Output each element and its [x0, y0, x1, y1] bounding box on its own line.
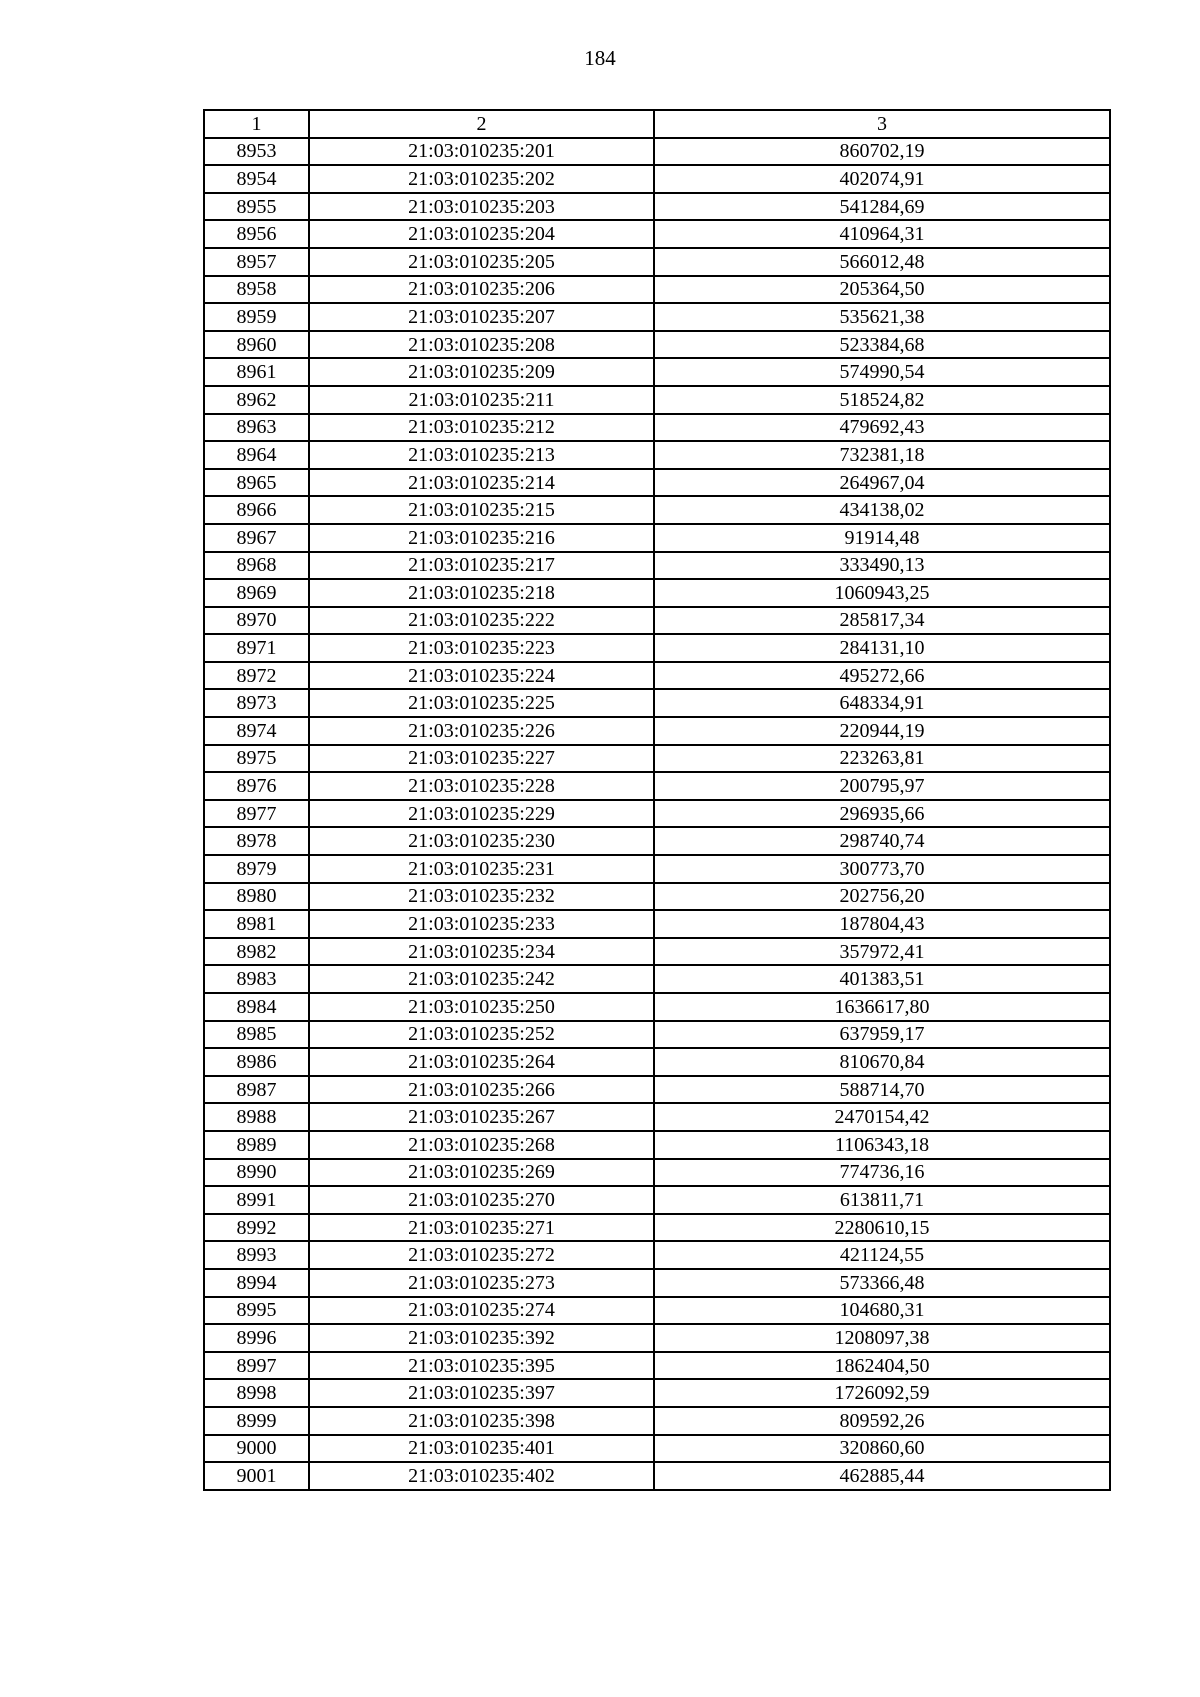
cadastral-number-cell: 21:03:010235:216	[309, 524, 654, 552]
cadastral-number-cell: 21:03:010235:401	[309, 1435, 654, 1463]
row-number-cell: 8992	[204, 1214, 309, 1242]
row-number-cell: 8990	[204, 1159, 309, 1187]
value-cell: 202756,20	[654, 883, 1110, 911]
table-row	[204, 800, 1110, 828]
row-number-cell: 8993	[204, 1241, 309, 1269]
cadastral-number-cell: 21:03:010235:214	[309, 469, 654, 497]
cadastral-number-cell: 21:03:010235:215	[309, 496, 654, 524]
cadastral-number-cell: 21:03:010235:228	[309, 772, 654, 800]
value-cell: 298740,74	[654, 827, 1110, 855]
table-row	[204, 303, 1110, 331]
value-cell: 1208097,38	[654, 1324, 1110, 1352]
table-row	[204, 1297, 1110, 1325]
row-number-cell: 8955	[204, 193, 309, 221]
value-cell: 220944,19	[654, 717, 1110, 745]
cadastral-number-cell: 21:03:010235:217	[309, 552, 654, 580]
table-row	[204, 1076, 1110, 1104]
table-row	[204, 1269, 1110, 1297]
value-cell: 333490,13	[654, 552, 1110, 580]
cadastral-number-cell: 21:03:010235:205	[309, 248, 654, 276]
value-cell: 296935,66	[654, 800, 1110, 828]
cadastral-number-cell: 21:03:010235:398	[309, 1407, 654, 1435]
row-number-cell: 8971	[204, 634, 309, 662]
row-number-cell: 8985	[204, 1021, 309, 1049]
value-cell: 357972,41	[654, 938, 1110, 966]
table-header	[204, 110, 1110, 138]
table-row	[204, 827, 1110, 855]
row-number-cell: 9001	[204, 1462, 309, 1490]
value-cell: 300773,70	[654, 855, 1110, 883]
table-row	[204, 1131, 1110, 1159]
value-cell: 91914,48	[654, 524, 1110, 552]
row-number-cell: 8962	[204, 386, 309, 414]
value-cell: 205364,50	[654, 276, 1110, 304]
table-row	[204, 883, 1110, 911]
cadastral-number-cell: 21:03:010235:226	[309, 717, 654, 745]
table-row	[204, 1379, 1110, 1407]
cadastral-number-cell: 21:03:010235:231	[309, 855, 654, 883]
row-number-cell: 8964	[204, 441, 309, 469]
row-number-cell: 8954	[204, 165, 309, 193]
value-cell: 284131,10	[654, 634, 1110, 662]
value-cell: 774736,16	[654, 1159, 1110, 1187]
cadastral-number-cell: 21:03:010235:270	[309, 1186, 654, 1214]
table-row	[204, 1241, 1110, 1269]
row-number-cell: 8958	[204, 276, 309, 304]
cadastral-number-cell: 21:03:010235:397	[309, 1379, 654, 1407]
cadastral-number-cell: 21:03:010235:267	[309, 1103, 654, 1131]
row-number-cell: 8996	[204, 1324, 309, 1352]
table-row	[204, 331, 1110, 359]
table-row	[204, 248, 1110, 276]
row-number-cell: 8959	[204, 303, 309, 331]
value-cell: 2470154,42	[654, 1103, 1110, 1131]
table-row	[204, 386, 1110, 414]
cadastral-number-cell: 21:03:010235:224	[309, 662, 654, 690]
cadastral-number-cell: 21:03:010235:402	[309, 1462, 654, 1490]
row-number-cell: 8999	[204, 1407, 309, 1435]
row-number-cell: 8967	[204, 524, 309, 552]
cadastral-number-cell: 21:03:010235:202	[309, 165, 654, 193]
table-row	[204, 276, 1110, 304]
table-row	[204, 938, 1110, 966]
cadastral-number-cell: 21:03:010235:233	[309, 910, 654, 938]
value-cell: 541284,69	[654, 193, 1110, 221]
table-row	[204, 414, 1110, 442]
table-row	[204, 165, 1110, 193]
value-cell: 1106343,18	[654, 1131, 1110, 1159]
value-cell: 402074,91	[654, 165, 1110, 193]
value-cell: 410964,31	[654, 220, 1110, 248]
cadastral-number-cell: 21:03:010235:272	[309, 1241, 654, 1269]
table-row	[204, 689, 1110, 717]
cadastral-number-cell: 21:03:010235:204	[309, 220, 654, 248]
cadastral-number-cell: 21:03:010235:271	[309, 1214, 654, 1242]
table-row	[204, 1462, 1110, 1490]
row-number-cell: 8976	[204, 772, 309, 800]
value-cell: 462885,44	[654, 1462, 1110, 1490]
cadastral-number-cell: 21:03:010235:203	[309, 193, 654, 221]
row-number-cell: 8957	[204, 248, 309, 276]
row-number-cell: 8987	[204, 1076, 309, 1104]
table-row	[204, 469, 1110, 497]
table-row	[204, 524, 1110, 552]
row-number-cell: 8977	[204, 800, 309, 828]
value-cell: 637959,17	[654, 1021, 1110, 1049]
value-cell: 588714,70	[654, 1076, 1110, 1104]
row-number-cell: 8984	[204, 993, 309, 1021]
value-cell: 573366,48	[654, 1269, 1110, 1297]
table-row	[204, 855, 1110, 883]
row-number-cell: 8963	[204, 414, 309, 442]
value-cell: 421124,55	[654, 1241, 1110, 1269]
table-row	[204, 910, 1110, 938]
table-row	[204, 993, 1110, 1021]
row-number-cell: 8975	[204, 745, 309, 773]
cadastral-number-cell: 21:03:010235:201	[309, 138, 654, 166]
cadastral-number-cell: 21:03:010235:392	[309, 1324, 654, 1352]
table-row	[204, 496, 1110, 524]
value-cell: 2280610,15	[654, 1214, 1110, 1242]
cadastral-number-cell: 21:03:010235:264	[309, 1048, 654, 1076]
value-cell: 1636617,80	[654, 993, 1110, 1021]
cadastral-number-cell: 21:03:010235:250	[309, 993, 654, 1021]
table-row	[204, 193, 1110, 221]
table-row	[204, 1048, 1110, 1076]
table-row	[204, 1407, 1110, 1435]
table-row	[204, 717, 1110, 745]
cadastral-number-cell: 21:03:010235:223	[309, 634, 654, 662]
value-cell: 187804,43	[654, 910, 1110, 938]
value-cell: 860702,19	[654, 138, 1110, 166]
cadastral-number-cell: 21:03:010235:395	[309, 1352, 654, 1380]
cadastral-number-cell: 21:03:010235:227	[309, 745, 654, 773]
table-row	[204, 1103, 1110, 1131]
row-number-cell: 8960	[204, 331, 309, 359]
row-number-cell: 8972	[204, 662, 309, 690]
cadastral-number-cell: 21:03:010235:218	[309, 579, 654, 607]
value-cell: 1060943,25	[654, 579, 1110, 607]
value-cell: 285817,34	[654, 607, 1110, 635]
value-cell: 223263,81	[654, 745, 1110, 773]
value-cell: 809592,26	[654, 1407, 1110, 1435]
value-cell: 574990,54	[654, 358, 1110, 386]
row-number-cell: 8979	[204, 855, 309, 883]
value-cell: 104680,31	[654, 1297, 1110, 1325]
cadastral-number-cell: 21:03:010235:222	[309, 607, 654, 635]
table-row	[204, 772, 1110, 800]
row-number-cell: 8968	[204, 552, 309, 580]
row-number-cell: 8956	[204, 220, 309, 248]
row-number-cell: 8982	[204, 938, 309, 966]
value-cell: 732381,18	[654, 441, 1110, 469]
cadastral-number-cell: 21:03:010235:266	[309, 1076, 654, 1104]
value-cell: 535621,38	[654, 303, 1110, 331]
cadastral-number-cell: 21:03:010235:269	[309, 1159, 654, 1187]
row-number-cell: 8970	[204, 607, 309, 635]
value-cell: 320860,60	[654, 1435, 1110, 1463]
value-cell: 518524,82	[654, 386, 1110, 414]
row-number-cell: 8988	[204, 1103, 309, 1131]
table-row	[204, 441, 1110, 469]
table-row	[204, 138, 1110, 166]
cadastral-number-cell: 21:03:010235:242	[309, 965, 654, 993]
table-row	[204, 1324, 1110, 1352]
cadastral-number-cell: 21:03:010235:209	[309, 358, 654, 386]
value-cell: 566012,48	[654, 248, 1110, 276]
row-number-cell: 8978	[204, 827, 309, 855]
value-cell: 648334,91	[654, 689, 1110, 717]
table-row	[204, 634, 1110, 662]
table-row	[204, 220, 1110, 248]
row-number-cell: 8965	[204, 469, 309, 497]
cadastral-number-cell: 21:03:010235:229	[309, 800, 654, 828]
value-cell: 434138,02	[654, 496, 1110, 524]
value-cell: 479692,43	[654, 414, 1110, 442]
cadastral-number-cell: 21:03:010235:213	[309, 441, 654, 469]
row-number-cell: 8986	[204, 1048, 309, 1076]
row-number-cell: 8961	[204, 358, 309, 386]
cadastral-number-cell: 21:03:010235:268	[309, 1131, 654, 1159]
table-row	[204, 1352, 1110, 1380]
table-body	[204, 138, 1110, 1490]
cadastral-number-cell: 21:03:010235:234	[309, 938, 654, 966]
page-number: 184	[584, 46, 616, 70]
row-number-cell: 8953	[204, 138, 309, 166]
value-cell: 613811,71	[654, 1186, 1110, 1214]
row-number-cell: 8989	[204, 1131, 309, 1159]
header-row	[204, 110, 1110, 138]
value-cell: 495272,66	[654, 662, 1110, 690]
column-header-1: 1	[204, 110, 309, 138]
table-row	[204, 607, 1110, 635]
value-cell: 810670,84	[654, 1048, 1110, 1076]
cadastral-number-cell: 21:03:010235:273	[309, 1269, 654, 1297]
table-row	[204, 965, 1110, 993]
table-row	[204, 1021, 1110, 1049]
table-row	[204, 358, 1110, 386]
table-row	[204, 1159, 1110, 1187]
cadastral-number-cell: 21:03:010235:207	[309, 303, 654, 331]
row-number-cell: 8983	[204, 965, 309, 993]
row-number-cell: 8973	[204, 689, 309, 717]
row-number-cell: 8991	[204, 1186, 309, 1214]
row-number-cell: 8980	[204, 883, 309, 911]
table-row	[204, 745, 1110, 773]
table-row	[204, 662, 1110, 690]
row-number-cell: 8981	[204, 910, 309, 938]
value-cell: 264967,04	[654, 469, 1110, 497]
registry-table	[203, 109, 1111, 1491]
value-cell: 401383,51	[654, 965, 1110, 993]
cadastral-number-cell: 21:03:010235:208	[309, 331, 654, 359]
column-header-2: 2	[309, 110, 654, 138]
column-header-3: 3	[654, 110, 1110, 138]
table-row	[204, 579, 1110, 607]
table-row	[204, 1435, 1110, 1463]
cadastral-number-cell: 21:03:010235:230	[309, 827, 654, 855]
cadastral-number-cell: 21:03:010235:206	[309, 276, 654, 304]
row-number-cell: 8966	[204, 496, 309, 524]
row-number-cell: 8998	[204, 1379, 309, 1407]
row-number-cell: 8997	[204, 1352, 309, 1380]
table-row	[204, 1186, 1110, 1214]
value-cell: 1726092,59	[654, 1379, 1110, 1407]
row-number-cell: 8969	[204, 579, 309, 607]
value-cell: 1862404,50	[654, 1352, 1110, 1380]
value-cell: 200795,97	[654, 772, 1110, 800]
cadastral-number-cell: 21:03:010235:274	[309, 1297, 654, 1325]
row-number-cell: 9000	[204, 1435, 309, 1463]
table-row	[204, 552, 1110, 580]
table-row	[204, 1214, 1110, 1242]
cadastral-number-cell: 21:03:010235:232	[309, 883, 654, 911]
row-number-cell: 8974	[204, 717, 309, 745]
cadastral-number-cell: 21:03:010235:211	[309, 386, 654, 414]
row-number-cell: 8994	[204, 1269, 309, 1297]
cadastral-number-cell: 21:03:010235:212	[309, 414, 654, 442]
cadastral-number-cell: 21:03:010235:252	[309, 1021, 654, 1049]
cadastral-number-cell: 21:03:010235:225	[309, 689, 654, 717]
row-number-cell: 8995	[204, 1297, 309, 1325]
value-cell: 523384,68	[654, 331, 1110, 359]
